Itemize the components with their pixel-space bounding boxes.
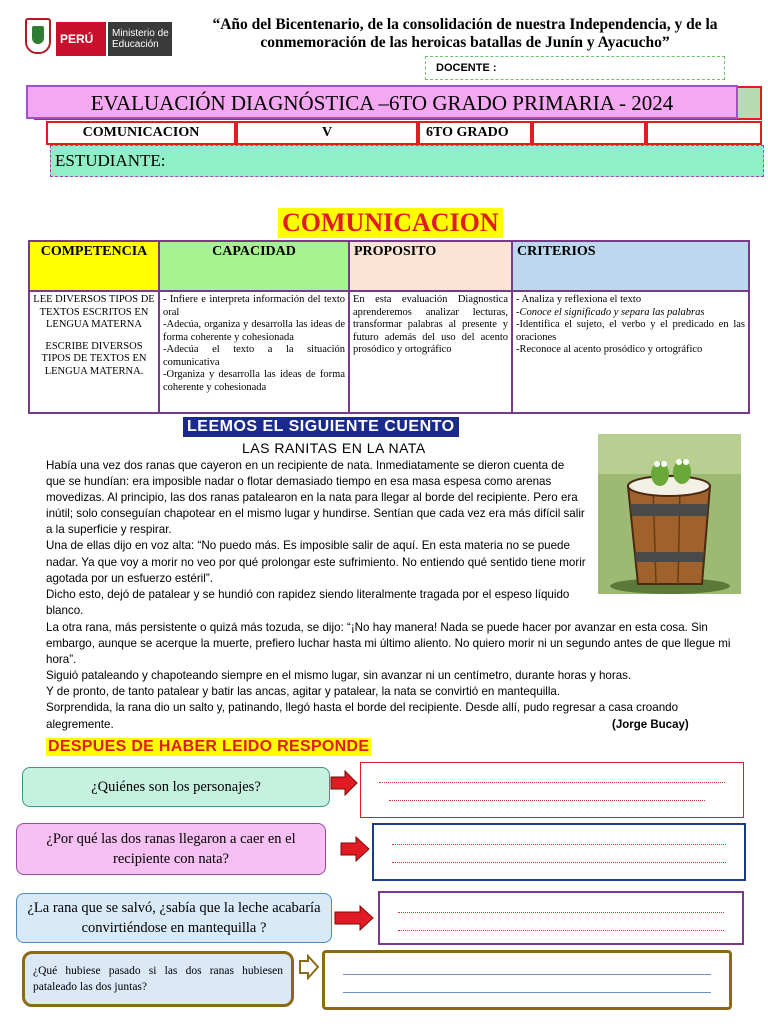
story-text-wide: [46, 620, 738, 733]
answer-line: [379, 771, 725, 783]
answer-line: [392, 833, 726, 845]
criterio-item: -Reconoce al acento prosódico y ortográfico: [516, 344, 703, 355]
header-capacidad: CAPACIDAD: [159, 241, 349, 291]
capacidad-cell: [159, 291, 349, 413]
course-cell: COMUNICACION: [46, 121, 236, 145]
answer-line: [398, 919, 724, 931]
question-box: ¿Por qué las dos ranas llegaron a caer en el recipiente con nata?: [16, 823, 326, 875]
arrow-right-icon: [298, 954, 320, 980]
competency-table: [28, 240, 750, 414]
exam-title: EVALUACIÓN DIAGNÓSTICA –6TO GRADO PRIMARIA - 2024: [26, 85, 738, 119]
logo-peru-label: PERÚ: [56, 22, 106, 56]
answer-line: [389, 789, 705, 801]
capacidad-item: -Adecúa, organiza y desarrolla las ideas de forma coherente y cohesionada: [163, 319, 345, 343]
header-criterios: CRITERIOS: [512, 241, 749, 291]
questions-heading: DESPUES DE HABER LEIDO RESPONDE: [48, 738, 370, 755]
year-motto: “Año del Bicentenario, de la consolidación de nuestra Independencia, y de la conmemoración de las heroicas batallas de Junín y Ayacucho”: [212, 16, 718, 51]
answer-box[interactable]: [378, 891, 744, 945]
header-competencia: COMPETENCIA: [29, 241, 159, 291]
reading-heading: LEEMOS EL SIGUIENTE CUENTO: [183, 417, 459, 437]
empty-cell[interactable]: [532, 121, 646, 145]
capacidad-item: -Organiza y desarrolla las ideas de forma coherente y cohesionada: [163, 369, 345, 393]
criterio-item: -Identifica el sujeto, el verbo y el predicado en las oraciones: [516, 319, 745, 343]
answer-line: [343, 961, 711, 975]
answer-line: [343, 979, 711, 993]
coat-of-arms-icon: [25, 18, 51, 54]
frogs-in-bucket-image: [598, 434, 741, 594]
cycle-cell: V: [236, 121, 418, 145]
grade-cell: 6TO GRADO: [418, 121, 532, 145]
arrow-right-icon: [334, 905, 374, 931]
answer-box[interactable]: [372, 823, 746, 881]
answer-box[interactable]: [322, 950, 732, 1010]
docente-field[interactable]: DOCENTE :: [425, 56, 725, 80]
answer-box[interactable]: [360, 762, 744, 818]
story-paragraph: Siguió pataleando y chapoteando siempre en el mismo lugar, sin avanzar ni un centímetro, durante horas y horas.: [46, 669, 632, 683]
student-field[interactable]: ESTUDIANTE:: [50, 145, 764, 177]
logo-ministry-label: Ministerio de Educación: [108, 22, 172, 56]
proposito-cell: En esta evaluación Diagnostica aprenderemos analizar lecturas, transformar palabras al presente y futuro además del uso del acento prosódico y ortográfico: [349, 291, 512, 413]
answer-line: [398, 901, 724, 913]
empty-cell[interactable]: [646, 121, 762, 145]
arrow-right-icon: [330, 770, 358, 796]
question-box: ¿La rana que se salvó, ¿sabía que la leche acabaría convirtiéndose en mantequilla ?: [16, 893, 332, 943]
criterio-item: - Analiza y reflexiona el texto: [516, 294, 642, 305]
competencia-item: ESCRIBE DIVERSOS TIPOS DE TEXTOS EN LENGUA MATERNA.: [41, 340, 147, 377]
story-title: LAS RANITAS EN LA NATA: [242, 440, 426, 456]
capacidad-item: - Infiere e interpreta información del texto oral: [163, 294, 345, 318]
subject-title: COMUNICACION: [278, 208, 503, 238]
capacidad-item: -Adecúa el texto a la situación comunicativa: [163, 344, 345, 368]
story-text-narrow: [46, 458, 586, 619]
criterio-item: -Conoce el significado y separa las palabras: [516, 306, 705, 318]
story-paragraph: La otra rana, más persistente o quizá más tozuda, se dijo: “¡No hay manera! Nada se puede hacer por avanzar en esta cosa. Sin embargo, aunque se acerque la muerte, prefiero luchar hasta mi último aliento. No quiero morir ni un segundo antes de que llegue mi hora”.: [46, 621, 731, 667]
story-paragraph: Sorprendida, la rana dio un salto y, patinando, llegó hasta el borde del recipiente. Desde allí, pudo regresar a casa croando alegremente.: [46, 701, 679, 731]
story-paragraph: Dicho esto, dejó de patalear y se hundió con rapidez siendo literalmente tragada por el espeso líquido blanco.: [46, 587, 570, 617]
course-info-row: [46, 121, 762, 145]
story-paragraph: Había una vez dos ranas que cayeron en un recipiente de nata. Inmediatamente se dieron cuenta de que se hundían: era imposible nadar o flotar demasiado tiempo en esa masa espesa como arenas movedizas. Al principio, las dos ranas patalearon en la nata para llegar al borde del recipiente. Pero era inútil; solo conseguían chapotear en el mismo lugar y hundirse. Sentían que cada vez era más difícil salir a la superficie y respirar.: [46, 459, 585, 537]
story-author: (Jorge Bucay): [612, 719, 689, 731]
arrow-right-icon: [340, 836, 370, 862]
header-proposito: PROPOSITO: [349, 241, 512, 291]
ministry-logo: [22, 14, 174, 62]
story-paragraph: Una de ellas dijo en voz alta: “No puedo más. Es imposible salir de aquí. En esta materia no se puede nadar. Ya que voy a morir no veo por qué prolongar este sufrimiento. No entiendo qué sentido tiene morir agotada por un esfuerzo estéril”.: [46, 539, 586, 585]
criterios-cell: [512, 291, 749, 413]
competencia-cell: [29, 291, 159, 413]
competencia-item: LEE DIVERSOS TIPOS DE TEXTOS ESCRITOS EN LENGUA MATERNA: [33, 294, 155, 330]
story-paragraph: Y de pronto, de tanto patalear y batir las ancas, agitar y patalear, la nata se convirtió en mantequilla.: [46, 685, 561, 699]
question-box: ¿Qué hubiese pasado si las dos ranas hubiesen pataleado las dos juntas?: [22, 951, 294, 1007]
question-box: ¿Quiénes son los personajes?: [22, 767, 330, 807]
answer-line: [392, 851, 726, 863]
